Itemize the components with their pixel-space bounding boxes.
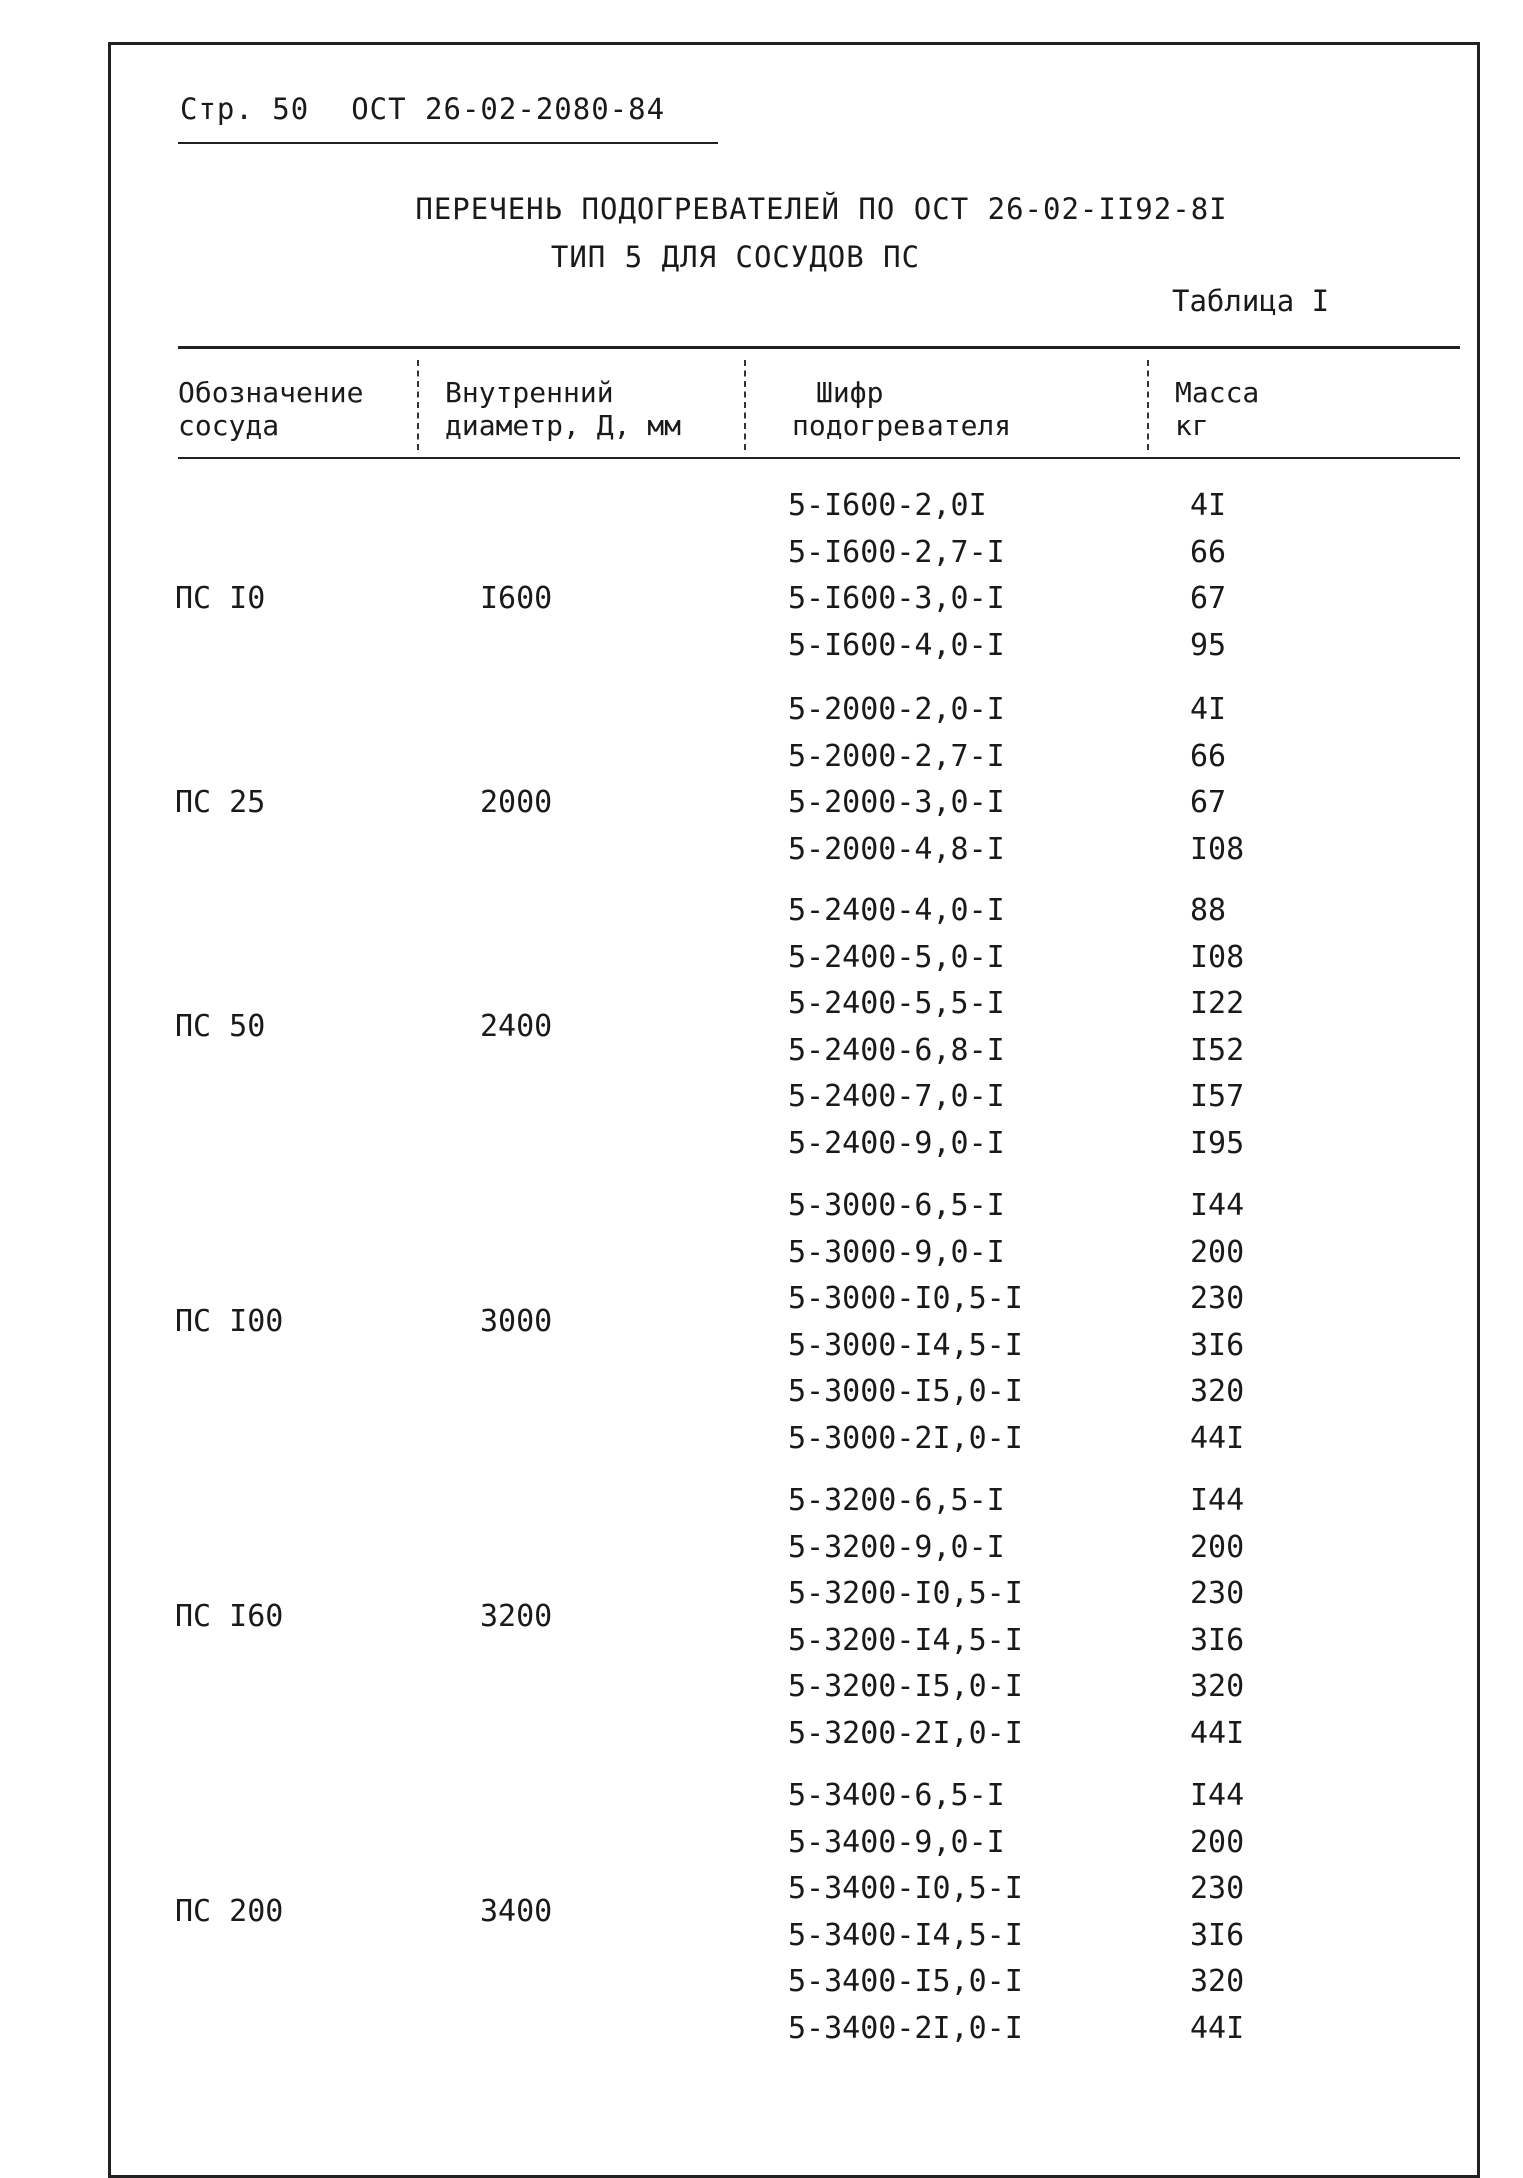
- heater-code: 5-2400-9,0-I: [788, 1125, 1005, 1161]
- column-header-vessel-line-2: сосуда: [178, 409, 280, 442]
- vessel-diameter: I600: [480, 581, 553, 616]
- heater-mass: I22: [1190, 986, 1245, 1021]
- column-header-diameter: [445, 376, 681, 442]
- column-header-code-line-1: Шифр: [816, 376, 884, 409]
- heater-code: 5-3000-9,0-I: [788, 1234, 1005, 1270]
- heater-mass: I08: [1190, 831, 1245, 867]
- column-separator: [417, 360, 419, 450]
- heater-mass: I57: [1190, 1079, 1245, 1114]
- vessel-diameter: 3400: [480, 1894, 553, 1930]
- heater-code: 5-3000-2I,0-I: [788, 1420, 1023, 1456]
- heater-code: 5-2000-2,0-I: [788, 692, 1005, 727]
- heater-code: 5-3400-2I,0-I: [788, 2010, 1023, 2046]
- heater-mass: 3I6: [1190, 1622, 1245, 1658]
- heater-code: 5-3200-2I,0-I: [788, 1715, 1023, 1751]
- heater-code: 5-3400-6,5-I: [788, 1778, 1005, 1813]
- heater-mass: 44I: [1190, 1420, 1245, 1456]
- heater-mass: 200: [1190, 1529, 1245, 1565]
- column-header-mass: [1175, 376, 1259, 442]
- heater-mass: I52: [1190, 1032, 1245, 1068]
- heater-code: 5-3400-9,0-I: [788, 1824, 1005, 1860]
- heater-mass: 95: [1190, 627, 1227, 663]
- heater-mass: 66: [1190, 534, 1227, 570]
- heater-mass: 320: [1190, 1374, 1245, 1409]
- heater-mass: I44: [1190, 1483, 1245, 1518]
- column-header-vessel-line-1: Обозначение: [178, 376, 364, 409]
- vessel-diameter: 2400: [480, 1009, 553, 1045]
- heater-code: 5-I600-2,7-I: [788, 534, 1005, 570]
- heater-code: 5-2400-7,0-I: [788, 1079, 1005, 1114]
- column-header-vessel: [178, 376, 363, 442]
- heater-code: 5-3000-I0,5-I: [788, 1281, 1023, 1316]
- heater-code: 5-2000-4,8-I: [788, 831, 1005, 867]
- heater-mass: 66: [1190, 738, 1227, 774]
- heater-code: 5-3200-I5,0-I: [788, 1669, 1023, 1704]
- heater-mass: 230: [1190, 1871, 1245, 1906]
- heater-mass: 4I: [1190, 692, 1227, 727]
- vessel-designation: ПС I0: [175, 581, 266, 616]
- column-header-diameter-line-2: диаметр, Д, мм: [445, 409, 682, 442]
- vessel-diameter: 3000: [480, 1304, 553, 1340]
- heater-code: 5-2000-3,0-I: [788, 785, 1005, 820]
- heater-mass: 200: [1190, 1234, 1245, 1270]
- column-header-mass-line-1: Масса: [1175, 376, 1260, 409]
- heater-mass: I44: [1190, 1778, 1245, 1813]
- table-label: Таблица I: [1172, 284, 1330, 318]
- heater-code: 5-2400-6,8-I: [788, 1032, 1005, 1068]
- heater-code: 5-3200-6,5-I: [788, 1483, 1005, 1518]
- standard-number: ОСТ 26-02-2080-84: [351, 92, 666, 126]
- heater-mass: 230: [1190, 1576, 1245, 1611]
- heater-mass: 44I: [1190, 2010, 1245, 2046]
- vessel-designation: ПС 50: [175, 1009, 266, 1045]
- page-header: [180, 92, 707, 126]
- heater-code: 5-3000-6,5-I: [788, 1188, 1005, 1223]
- heater-code: 5-3400-I0,5-I: [788, 1871, 1023, 1906]
- heater-code: 5-I600-2,0I: [788, 488, 987, 523]
- heater-code: 5-I600-4,0-I: [788, 627, 1005, 663]
- heater-mass: 88: [1190, 893, 1227, 928]
- heater-code: 5-2000-2,7-I: [788, 738, 1005, 774]
- heater-mass: 4I: [1190, 488, 1227, 523]
- heater-mass: 320: [1190, 1669, 1245, 1704]
- heater-code: 5-3200-9,0-I: [788, 1529, 1005, 1565]
- column-header-mass-line-2: кг: [1175, 409, 1209, 442]
- heater-mass: 67: [1190, 785, 1227, 820]
- document-title-line-2: ТИП 5 ДЛЯ СОСУДОВ ПС: [550, 240, 921, 274]
- heater-mass: 230: [1190, 1281, 1245, 1316]
- vessel-designation: ПС I00: [175, 1304, 284, 1340]
- heater-mass: 44I: [1190, 1715, 1245, 1751]
- heater-mass: I44: [1190, 1188, 1245, 1223]
- column-separator: [1147, 360, 1149, 450]
- column-header-code: [792, 376, 1011, 442]
- heater-code: 5-I600-3,0-I: [788, 581, 1005, 616]
- heater-mass: 3I6: [1190, 1327, 1245, 1363]
- heater-code: 5-3000-I4,5-I: [788, 1327, 1023, 1363]
- column-header-code-line-2: подогревателя: [792, 409, 1012, 442]
- heater-code: 5-3400-I5,0-I: [788, 1964, 1023, 1999]
- column-header-diameter-line-1: Внутренний: [445, 376, 614, 409]
- heater-mass: 200: [1190, 1824, 1245, 1860]
- header-underline: [178, 142, 718, 144]
- heater-mass: I95: [1190, 1125, 1245, 1161]
- heater-code: 5-3200-I0,5-I: [788, 1576, 1023, 1611]
- heater-mass: 3I6: [1190, 1917, 1245, 1953]
- document-title-line-1: ПЕРЕЧЕНЬ ПОДОГРЕВАТЕЛЕЙ ПО ОСТ 26-02-II92-8I: [415, 192, 1228, 226]
- heater-code: 5-2400-4,0-I: [788, 893, 1005, 928]
- vessel-diameter: 3200: [480, 1599, 553, 1635]
- table-header-rule: [178, 457, 1460, 459]
- vessel-designation: ПС I60: [175, 1599, 284, 1635]
- heater-code: 5-3000-I5,0-I: [788, 1374, 1023, 1409]
- table-top-rule: [178, 346, 1460, 349]
- vessel-designation: ПС 200: [175, 1894, 284, 1930]
- heater-mass: 320: [1190, 1964, 1245, 1999]
- heater-code: 5-3400-I4,5-I: [788, 1917, 1023, 1953]
- page-number: Стр. 50: [180, 92, 310, 126]
- vessel-designation: ПС 25: [175, 785, 266, 820]
- heater-code: 5-2400-5,5-I: [788, 986, 1005, 1021]
- heater-mass: I08: [1190, 939, 1245, 975]
- heater-mass: 67: [1190, 581, 1227, 616]
- column-separator: [744, 360, 746, 450]
- heater-code: 5-2400-5,0-I: [788, 939, 1005, 975]
- heater-code: 5-3200-I4,5-I: [788, 1622, 1023, 1658]
- vessel-diameter: 2000: [480, 785, 553, 820]
